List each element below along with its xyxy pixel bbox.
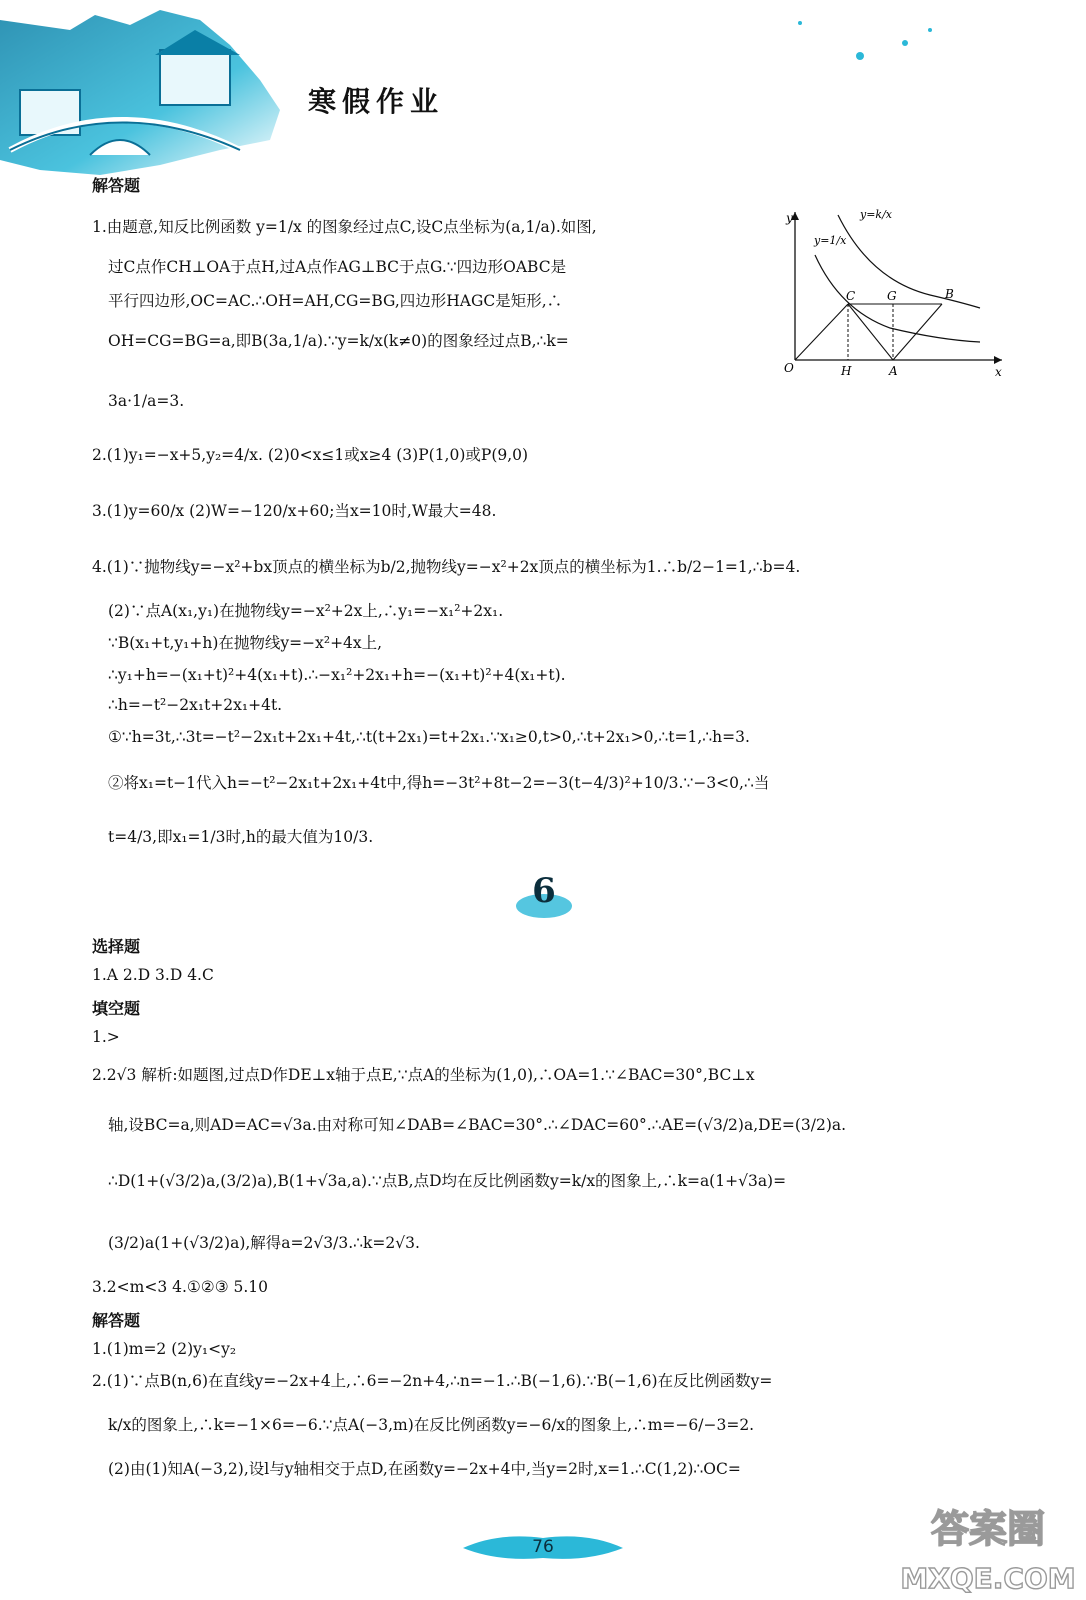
q4-line-6: ①∵h=3t,∴3t=−t²−2x₁t+2x₁+4t,∴t(t+2x₁)=t+2x₁.∵x₁≥0,t>0,∴t+2x₁>0,∴t=1,∴h=3. bbox=[108, 728, 750, 746]
page-header-title: 寒假作业 bbox=[308, 85, 445, 118]
fill-answer-1: 1.> bbox=[92, 1028, 120, 1046]
q1-line-4: OH=CG=BG=a,即B(3a,1/a).∵y=k/x(k≠0)的图象经过点B,∴k= bbox=[108, 332, 569, 350]
q4-line-8: t=4/3,即x₁=1/3时,h的最大值为10/3. bbox=[108, 828, 374, 846]
page-number: 76 bbox=[532, 1537, 554, 1557]
watermark-bottom: MXQE.COM bbox=[900, 1562, 1076, 1595]
label-g: G bbox=[887, 289, 897, 303]
label-h: H bbox=[841, 364, 852, 378]
q4-line-2: (2)∵点A(x₁,y₁)在抛物线y=−x²+2x上,∴y₁=−x₁²+2x₁. bbox=[108, 602, 504, 620]
watermark-logo bbox=[890, 1490, 1086, 1600]
q1-line-1: 1.由题意,知反比例函数 y=1/x 的图象经过点C,设C点坐标为(a,1/a).如图, bbox=[92, 218, 597, 236]
q4-line-4: ∴y₁+h=−(x₁+t)²+4(x₁+t).∴−x₁²+2x₁+h=−(x₁+t)²+4(x₁+t). bbox=[108, 666, 566, 684]
curve-outer bbox=[838, 215, 980, 308]
choice-answers: 1.A 2.D 3.D 4.C bbox=[92, 966, 214, 984]
section-heading-answers-2: 解答题 bbox=[92, 1311, 141, 1330]
fill2-line-3: ∴D(1+(√3/2)a,(3/2)a),B(1+√3a,a).∵点B,点D均在反比例函数y=k/x的图象上,∴k=a(1+√3a)= bbox=[108, 1172, 787, 1190]
header-decoration bbox=[560, 8, 1080, 68]
q1-line-3: 平行四边形,OC=AC.∴OH=AH,CG=BG,四边形HAGC是矩形,∴ bbox=[108, 292, 563, 310]
label-c: C bbox=[846, 289, 856, 303]
q4-line-7: ②将x₁=t−1代入h=−t²−2x₁t+2x₁+4t中,得h=−3t²+8t−2=−3(t−4/3)²+10/3.∵−3<0,∴当 bbox=[108, 774, 770, 792]
q4-line-5: ∴h=−t²−2x₁t+2x₁+4t. bbox=[108, 696, 283, 714]
fill2-line-4: (3/2)a(1+(√3/2)a),解得a=2√3/3.∴k=2√3. bbox=[108, 1234, 420, 1252]
label-curve-inner: y=1/x bbox=[814, 234, 847, 247]
label-x: x bbox=[995, 365, 1002, 379]
q4-line-3: ∵B(x₁+t,y₁+h)在抛物线y=−x²+4x上, bbox=[108, 634, 383, 652]
section-heading-answers: 解答题 bbox=[92, 176, 141, 195]
ans2-line-1: 2.(1)∵点B(n,6)在直线y=−2x+4上,∴6=−2n+4,∴n=−1.∴B(−1,6).∵B(−1,6)在反比例函数y= bbox=[92, 1372, 773, 1390]
badge-number: 6 bbox=[532, 871, 556, 911]
q1-line-2: 过C点作CH⊥OA于点H,过A点作AG⊥BC于点G.∵四边形OABC是 bbox=[108, 258, 567, 276]
section-heading-fill: 填空题 bbox=[92, 999, 141, 1018]
fill-answers-3-5: 3.2<m<3 4.①②③ 5.10 bbox=[92, 1278, 269, 1296]
fill2-line-1: 2.2√3 解析:如题图,过点D作DE⊥x轴于点E,∵点A的坐标为(1,0),∴OA=1.∵∠BAC=30°,BC⊥x bbox=[92, 1066, 755, 1084]
figure-inverse-function-graph bbox=[770, 200, 1010, 390]
header-illustration bbox=[0, 0, 290, 185]
ans2-line-2: k/x的图象上,∴k=−1×6=−6.∵点A(−3,m)在反比例函数y=−6/x的图象上,∴m=−6/−3=2. bbox=[108, 1416, 755, 1434]
ans2-line-3: (2)由(1)知A(−3,2),设l与y轴相交于点D,在函数y=−2x+4中,当y=2时,x=1.∴C(1,2)∴OC= bbox=[108, 1460, 741, 1478]
label-a: A bbox=[889, 364, 898, 378]
page-number-badge bbox=[458, 1524, 628, 1564]
section-number-badge bbox=[509, 868, 579, 923]
label-curve-outer: y=k/x bbox=[860, 208, 893, 221]
q1-line-5: 3a·1/a=3. bbox=[108, 392, 185, 410]
q2-line: 2.(1)y₁=−x+5,y₂=4/x. (2)0<x≤1或x≥4 (3)P(1,0)或P(9,0) bbox=[92, 446, 529, 464]
curve-inner bbox=[815, 255, 980, 342]
label-b: B bbox=[945, 287, 954, 301]
fill2-line-2: 轴,设BC=a,则AD=AC=√3a.由对称可知∠DAB=∠BAC=30°.∴∠DAC=60°.∴AE=(√3/2)a,DE=(3/2)a. bbox=[108, 1116, 847, 1134]
label-y: y bbox=[786, 211, 793, 225]
watermark-top: 答案圈 bbox=[930, 1507, 1046, 1551]
section-heading-choice: 选择题 bbox=[92, 937, 141, 956]
q4-line-1: 4.(1)∵抛物线y=−x²+bx顶点的横坐标为b/2,抛物线y=−x²+2x顶点的横坐标为1.∴b/2−1=1,∴b=4. bbox=[92, 558, 801, 576]
q3-line: 3.(1)y=60/x (2)W=−120/x+60;当x=10时,W最大=48. bbox=[92, 502, 497, 520]
label-o: O bbox=[784, 361, 794, 375]
ans1-line: 1.(1)m=2 (2)y₁<y₂ bbox=[92, 1340, 237, 1358]
